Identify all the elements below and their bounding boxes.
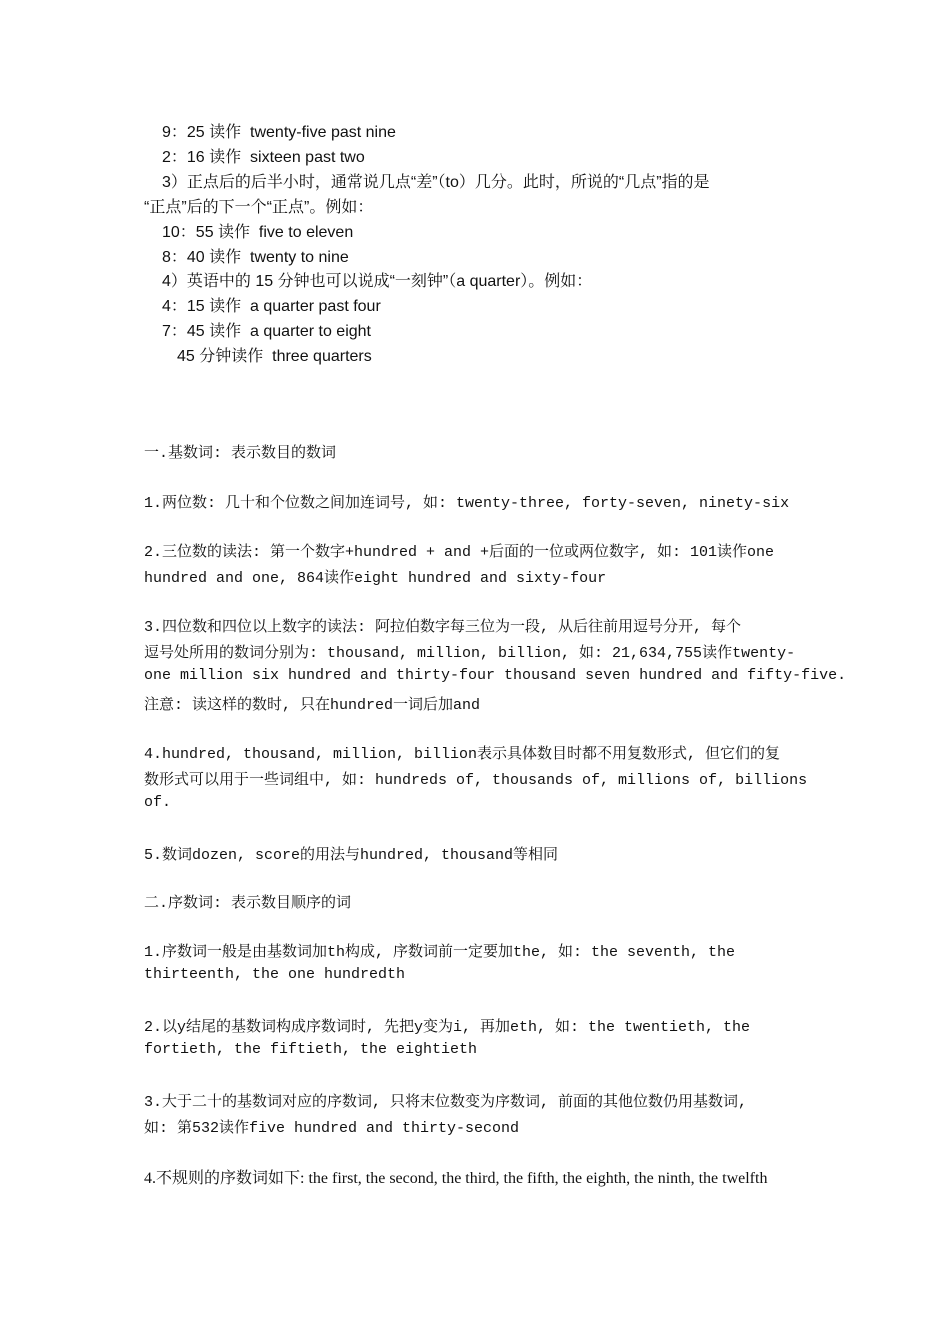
time-example-line: 9：25 读作 twenty-five past nine <box>162 124 396 141</box>
rule-line: 4）英语中的 15 分钟也可以说成“一刻钟”（a quarter）。例如： <box>162 273 593 290</box>
ordinal-rule-3-line: 3.大于二十的基数词对应的序数词, 只将末位数变为序数词, 前面的其他位数仍用基数词, <box>144 1094 748 1111</box>
time-example-line: 8：40 读作 twenty to nine <box>162 249 349 266</box>
cardinal-rule-5: 5.数词dozen, score的用法与hundred, thousand等相同 <box>144 847 559 864</box>
cardinal-rule-4-line: 4.hundred, thousand, million, billion表示具体数目时都不用复数形式, 但它们的复 <box>144 746 781 763</box>
cardinal-rule-3-line: one million six hundred and thirty-four thousand seven hundred and fifty-five. <box>144 667 847 684</box>
cardinal-rule-2-line: hundred and one, 864读作eight hundred and sixty-four <box>144 570 607 587</box>
cardinal-rule-1: 1.两位数: 几十和个位数之间加连词号, 如: twenty-three, forty-seven, ninety-six <box>144 495 790 512</box>
ordinal-rule-2-line: fortieth, the fiftieth, the eightieth <box>144 1041 478 1058</box>
rule-line: “正点”后的下一个“正点”。例如： <box>144 199 374 216</box>
cardinal-rule-3-line: 逗号处所用的数词分别为: thousand, million, billion, 如: 21,634,755读作twenty- <box>144 645 796 662</box>
time-example-line: 10：55 读作 five to eleven <box>162 224 354 241</box>
ordinal-rule-2-line: 2.以y结尾的基数词构成序数词时, 先把y变为i, 再加eth, 如: the twentieth, the <box>144 1019 751 1036</box>
cardinal-rule-2-line: 2.三位数的读法: 第一个数字+hundred + and +后面的一位或两位数字, 如: 101读作one <box>144 544 775 561</box>
ordinal-rule-1-line: 1.序数词一般是由基数词加th构成, 序数词前一定要加the, 如: the seventh, the <box>144 944 736 961</box>
cardinal-rule-4-line: of. <box>144 794 172 811</box>
time-example-line: 4：15 读作 a quarter past four <box>162 298 381 315</box>
ordinal-rule-3-line: 如: 第532读作five hundred and thirty-second <box>144 1120 520 1137</box>
ordinal-rule-1-line: thirteenth, the one hundredth <box>144 966 406 983</box>
section-heading-ordinal: 二.序数词: 表示数目顺序的词 <box>144 895 352 912</box>
cardinal-rule-3-line: 3.四位数和四位以上数字的读法: 阿拉伯数字每三位为一段, 从后往前用逗号分开, 每个 <box>144 619 742 636</box>
section-heading-cardinal: 一.基数词: 表示数目的数词 <box>144 445 337 462</box>
time-example-line: 7：45 读作 a quarter to eight <box>162 323 372 340</box>
cardinal-rule-3-note: 注意: 读这样的数时, 只在hundred一词后加and <box>144 697 481 714</box>
time-example-line: 45 分钟读作 three quarters <box>177 348 372 365</box>
ordinal-rule-4: 4.不规则的序数词如下: the first, the second, the third, the fifth, the eighth, the ninth, the twelfth <box>144 1170 768 1187</box>
cardinal-rule-4-line: 数形式可以用于一些词组中, 如: hundreds of, thousands of, millions of, billions <box>144 772 808 789</box>
rule-line: 3）正点后的后半小时，通常说几点“差”（to）几分。此时，所说的“几点”指的是 <box>162 174 710 191</box>
time-example-line: 2：16 读作 sixteen past two <box>162 149 365 166</box>
